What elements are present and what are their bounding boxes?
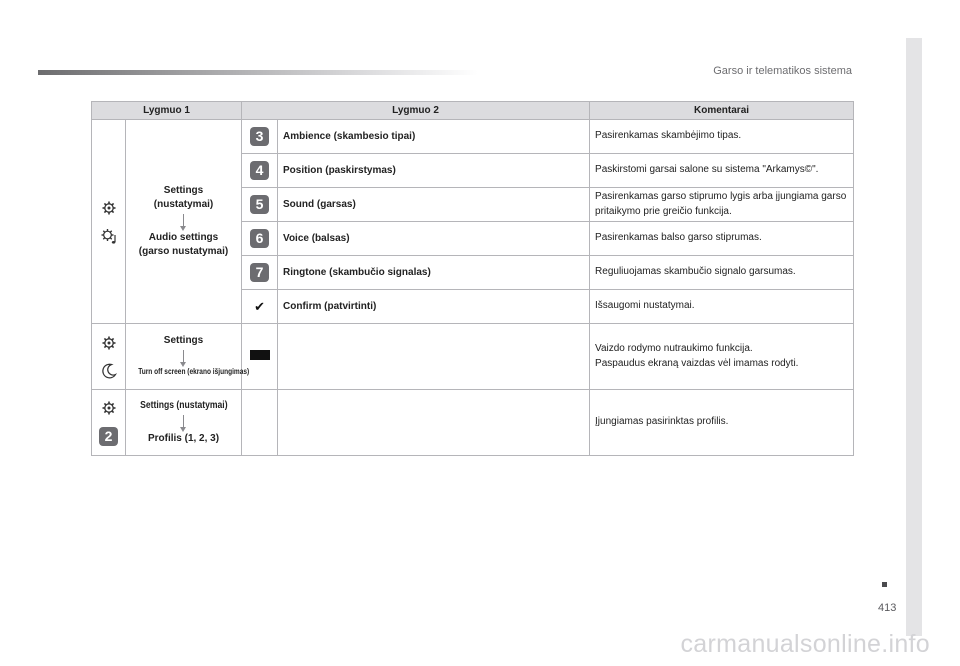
level2-empty-cell (278, 390, 590, 456)
number-badge: 4 (250, 161, 269, 180)
level2-label: Ringtone (skambučio signalas) (278, 256, 590, 290)
group1-level1-cell (126, 120, 242, 324)
comment-text: Pasirenkamas garso stiprumo lygis arba įjungiama garso pritaikymo prie greičio funkcija. (590, 188, 854, 222)
level1-audio-sublabel: (garso nustatymai) (138, 246, 229, 257)
comment-text: Išsaugomi nustatymai. (590, 290, 854, 324)
number-badge: 5 (250, 195, 269, 214)
level1-settings-sublabel: (nustatymai) (153, 199, 214, 210)
down-arrow-icon (183, 214, 184, 227)
group2-level1-cell (126, 324, 250, 390)
settings-gear-icon (100, 399, 118, 417)
level1-turnoff-label: Turn off screen (ekrano išjungimas) (138, 367, 250, 376)
black-screen-icon (250, 350, 270, 360)
table-row (92, 390, 854, 456)
check-icon: ✔ (254, 298, 265, 314)
header-gradient-bar (38, 70, 478, 75)
level2-label: Voice (balsas) (278, 222, 590, 256)
level1-settings-label: Settings (nustatymai) (139, 400, 228, 411)
level2-label: Position (paskirstymas) (278, 154, 590, 188)
badge-cell (242, 290, 278, 324)
badge-cell (242, 120, 278, 154)
settings-gear-icon (100, 334, 118, 352)
header-comments: Komentarai (590, 102, 854, 120)
table-row (92, 120, 854, 154)
badge-cell (242, 188, 278, 222)
moon-icon (100, 362, 118, 380)
level1-audio-label: Audio settings (148, 232, 219, 243)
level2-empty-cell (278, 324, 590, 390)
number-badge: 6 (250, 229, 269, 248)
number-badge: 2 (99, 427, 118, 446)
group3-level1-cell (126, 390, 242, 456)
badge-cell (242, 256, 278, 290)
watermark: carmanualsonline.info (680, 630, 930, 658)
group1-icons-cell (92, 120, 126, 324)
badge-cell (242, 324, 278, 390)
comment-text: Pasirenkamas balso garso stiprumas. (590, 222, 854, 256)
level1-profile-label: Profilis (1, 2, 3) (147, 433, 220, 444)
settings-gear-icon (100, 199, 118, 217)
level1-settings-label: Settings (163, 185, 204, 196)
badge-empty-cell (242, 390, 278, 456)
level2-label: Sound (garsas) (278, 188, 590, 222)
comment-line: Vaizdo rodymo nutraukimo funkcija. (595, 343, 753, 354)
header-level1: Lygmuo 1 (92, 102, 242, 120)
badge-cell (242, 154, 278, 188)
level2-label: Confirm (patvirtinti) (278, 290, 590, 324)
comment-text: Pasirenkamas skambėjimo tipas. (590, 120, 854, 154)
comment-cell (590, 324, 854, 390)
audio-settings-icon (100, 227, 118, 245)
group2-icons-cell (92, 324, 126, 390)
comment-line: Paspaudus ekraną vaizdas vėl imamas rodyti. (595, 357, 799, 369)
comment-text: Įjungiamas pasirinktas profilis. (590, 390, 854, 456)
settings-table (91, 101, 853, 456)
section-title: Garso ir telematikos sistema (713, 65, 852, 77)
table-row (92, 324, 854, 390)
level2-label: Ambience (skambesio tipai) (278, 120, 590, 154)
page-number: 413 (878, 602, 897, 614)
comment-text: Paskirstomi garsai salone su sistema "Arkamys©". (590, 154, 854, 188)
level1-settings-label: Settings (163, 335, 204, 346)
header-level2: Lygmuo 2 (242, 102, 590, 120)
group3-icons-cell (92, 390, 126, 456)
number-badge: 7 (250, 263, 269, 282)
down-arrow-icon (183, 415, 184, 428)
comment-text: Reguliuojamas skambučio signalo garsumas. (590, 256, 854, 290)
down-arrow-icon (183, 350, 184, 363)
page-side-strip (906, 38, 922, 636)
page-marker (882, 582, 887, 587)
badge-cell (242, 222, 278, 256)
number-badge: 3 (250, 127, 269, 146)
table-header-row (92, 102, 854, 120)
